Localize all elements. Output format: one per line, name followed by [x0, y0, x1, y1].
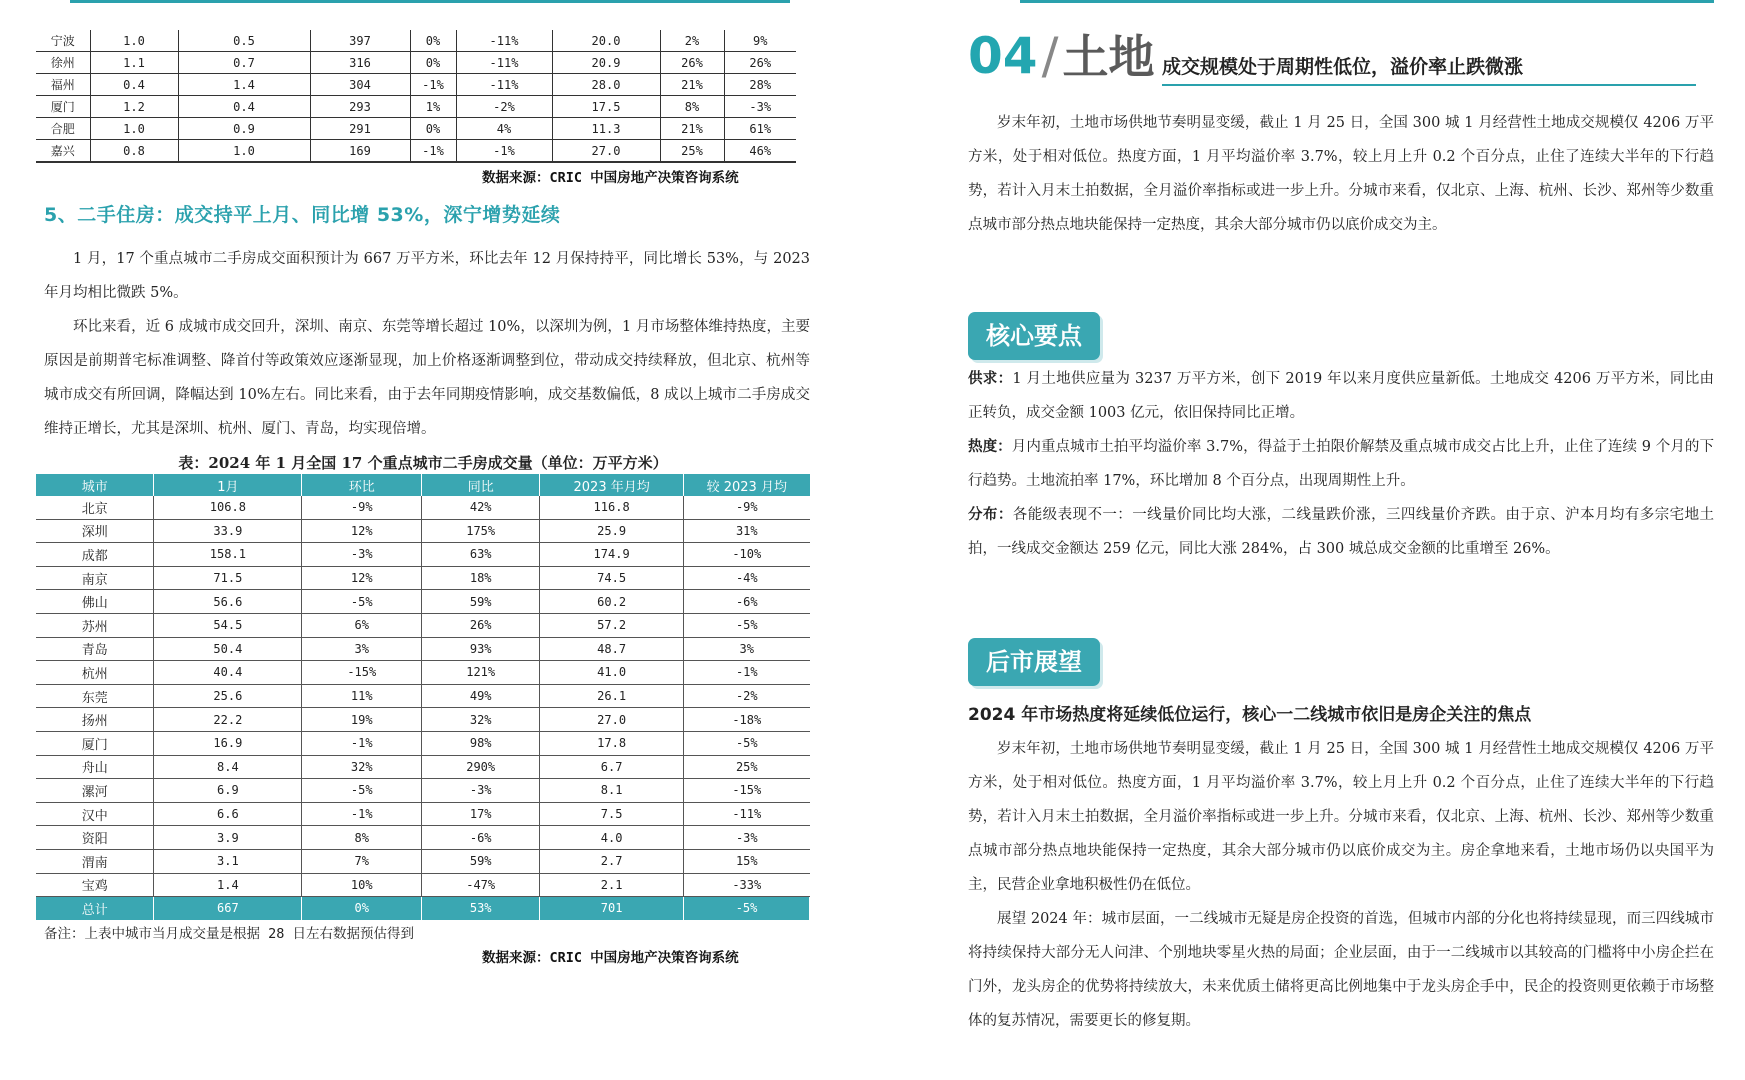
point-distribution — [968, 498, 1714, 566]
table-cell: 7% — [302, 849, 422, 873]
point-text: 月内重点城市土拍平均溢价率 3.7%，得益于土拍限价解禁及重点城市成交占比上升，止住了连续 9 个月的下行趋势。土地流拍率 17%，环比增加 8 个百分点，出现周期性上升。 — [968, 439, 1715, 489]
table-cell: -3% — [724, 96, 796, 118]
table-cell: 0% — [410, 30, 456, 52]
table-cell: 嘉兴 — [36, 140, 90, 163]
table-cell: -1% — [302, 731, 422, 755]
table-cell: 304 — [310, 74, 410, 96]
table-caption: 表：2024 年 1 月全国 17 个重点城市二手房成交量（单位：万平方米） — [178, 454, 668, 472]
table-cell: 3% — [302, 637, 422, 661]
table-cell: -1% — [456, 140, 552, 163]
table-cell: -2% — [456, 96, 552, 118]
table-cell: 54.5 — [154, 613, 302, 637]
table-cell: 56.6 — [154, 590, 302, 614]
table-cell: 316 — [310, 52, 410, 74]
table-cell: 合肥 — [36, 118, 90, 140]
column-header: 环比 — [302, 474, 422, 496]
table-row — [36, 52, 796, 74]
table-cell: 116.8 — [540, 496, 684, 519]
table-cell: -9% — [684, 496, 810, 519]
table-cell: 60.2 — [540, 590, 684, 614]
top-city-table — [36, 30, 796, 163]
table-cell: 59% — [422, 590, 540, 614]
table-cell: 青岛 — [36, 637, 154, 661]
table-cell: 漯河 — [36, 779, 154, 803]
table-cell: 厦门 — [36, 96, 90, 118]
total-cell: 667 — [154, 897, 302, 920]
chapter-subtitle: 成交规模处于周期性低位，溢价率止跌微涨 — [1162, 56, 1524, 78]
table-cell: 59% — [422, 849, 540, 873]
total-cell: 53% — [422, 897, 540, 920]
table-cell: -4% — [684, 566, 810, 590]
table-cell: -11% — [456, 30, 552, 52]
table-cell: 21% — [660, 74, 724, 96]
table-cell: 20.9 — [552, 52, 660, 74]
table-cell: 宝鸡 — [36, 873, 154, 897]
table-cell: 汉中 — [36, 802, 154, 826]
table-cell: -1% — [684, 661, 810, 685]
table-cell: 苏州 — [36, 613, 154, 637]
table-cell: -6% — [422, 826, 540, 850]
point-heat — [968, 430, 1714, 498]
table-cell: -6% — [684, 590, 810, 614]
table-cell: 26% — [660, 52, 724, 74]
table-cell: 290% — [422, 755, 540, 779]
column-header: 较 2023 月均 — [684, 474, 810, 496]
key-points — [968, 362, 1714, 566]
table-cell: 杭州 — [36, 661, 154, 685]
table-cell: 27.0 — [552, 140, 660, 163]
table-cell: 舟山 — [36, 755, 154, 779]
table-cell: 17.5 — [552, 96, 660, 118]
table-cell: 6.9 — [154, 779, 302, 803]
second-hand-table — [36, 474, 810, 920]
table-row — [36, 613, 810, 637]
paragraph: 岁末年初，土地市场供地节奏明显变缓，截止 1 月 25 日，全国 300 城 1 月经营性土地成交规模仅 4206 万平方米，处于相对低位。热度方面，1 月平均溢价率 3.7%，较上月上升 0.2 个百分点，止住了连续大半年的下行趋势，若计入月末土拍数据，全月溢价率指标或进一步上升。分城市来看，仅北京、上海、杭州、长沙、郑州等少数重点城市部分热点地块能保持一定热度，其余大部分城市仍以底价成交为主。房企拿地来看，土地市场仍以央国平为主，民营企业拿地积极性仍在低位。 — [968, 741, 1714, 893]
table-cell: 8% — [660, 96, 724, 118]
table-cell: 4.0 — [540, 826, 684, 850]
table-cell: -11% — [456, 52, 552, 74]
table-cell: -1% — [302, 802, 422, 826]
table-cell: -5% — [684, 731, 810, 755]
paragraph: 展望 2024 年：城市层面，一二线城市无疑是房企投资的首选，但城市内部的分化也将持续显现，而三四线城市将持续保持大部分无人问津、个别地块零星火热的局面；企业层面，由于一二线城市以其较高的门槛将中小房企拦在门外，龙头房企的优势将持续放大，未来优质土储将更高比例地集中于龙头房企手中，民企的投资则更依赖于市场整体的复苏情况，需要更长的修复期。 — [968, 911, 1714, 1029]
table-cell: 49% — [422, 684, 540, 708]
table-cell: 渭南 — [36, 849, 154, 873]
table-cell: 扬州 — [36, 708, 154, 732]
badge-outlook: 后市展望 — [968, 638, 1100, 686]
table-cell: -3% — [422, 779, 540, 803]
table-cell: 25.9 — [540, 519, 684, 543]
table-cell: 17.8 — [540, 731, 684, 755]
table-cell: 25% — [684, 755, 810, 779]
table-cell: -9% — [302, 496, 422, 519]
table-row — [36, 779, 810, 803]
total-cell: 0% — [302, 897, 422, 920]
table-cell: 6.6 — [154, 802, 302, 826]
table-cell: 26% — [724, 52, 796, 74]
table-cell: 0.7 — [178, 52, 310, 74]
total-cell: 701 — [540, 897, 684, 920]
table-row — [36, 661, 810, 685]
table-cell: 福州 — [36, 74, 90, 96]
table-cell: 0% — [410, 118, 456, 140]
table-cell: 50.4 — [154, 637, 302, 661]
paragraph: 1 月，17 个重点城市二手房成交面积预计为 667 万平方米，环比去年 12 月保持持平，同比增长 53%，与 2023 年月均相比微跌 5%。 — [44, 251, 810, 301]
table-cell: 7.5 — [540, 802, 684, 826]
table-cell: 厦门 — [36, 731, 154, 755]
table-cell: -2% — [684, 684, 810, 708]
table-cell: -15% — [684, 779, 810, 803]
column-header: 1月 — [154, 474, 302, 496]
table-cell: -1% — [410, 140, 456, 163]
total-row — [36, 897, 810, 920]
table-cell: 1% — [410, 96, 456, 118]
point-text: 各能级表现不一：一线量价同比均大涨，二线量跌价涨，三四线量价齐跌。由于京、沪本月均有多宗宅地土拍，一线成交金额达 259 亿元，同比大涨 284%，占 300 城总成交金额的比重增至 26%。 — [968, 507, 1715, 557]
table-row — [36, 849, 810, 873]
table-cell: 22.2 — [154, 708, 302, 732]
table-cell: 98% — [422, 731, 540, 755]
table-cell: -1% — [410, 74, 456, 96]
total-cell: 总计 — [36, 897, 154, 920]
table-cell: 15% — [684, 849, 810, 873]
table-cell: 93% — [422, 637, 540, 661]
table-cell: 3% — [684, 637, 810, 661]
table-cell: 20.0 — [552, 30, 660, 52]
table-cell: 3.1 — [154, 849, 302, 873]
table-cell: 169 — [310, 140, 410, 163]
table-row — [36, 543, 810, 567]
data-source-1: 数据来源：CRIC 中国房地产决策咨询系统 — [482, 170, 739, 186]
table-cell: 深圳 — [36, 519, 154, 543]
table-cell: 17% — [422, 802, 540, 826]
table-cell: 71.5 — [154, 566, 302, 590]
table-cell: 28% — [724, 74, 796, 96]
point-supply — [968, 362, 1714, 430]
table-row — [36, 708, 810, 732]
table-row — [36, 496, 810, 519]
section-body — [44, 242, 810, 446]
table-cell: 16.9 — [154, 731, 302, 755]
table-cell: 8% — [302, 826, 422, 850]
table-cell: 293 — [310, 96, 410, 118]
table-cell: -47% — [422, 873, 540, 897]
table-cell: 2.1 — [540, 873, 684, 897]
total-cell: -5% — [684, 897, 810, 920]
table-cell: 121% — [422, 661, 540, 685]
table-cell: 26.1 — [540, 684, 684, 708]
table-cell: 18% — [422, 566, 540, 590]
table-cell: 32% — [422, 708, 540, 732]
table-cell: 291 — [310, 118, 410, 140]
table-cell: 宁波 — [36, 30, 90, 52]
table-cell: 21% — [660, 118, 724, 140]
top-accent-line-left — [70, 0, 790, 3]
table-cell: 32% — [302, 755, 422, 779]
table-cell: 25.6 — [154, 684, 302, 708]
table-cell: 397 — [310, 30, 410, 52]
chapter-number: 04 — [968, 27, 1038, 85]
table-cell: 6% — [302, 613, 422, 637]
table-row — [36, 30, 796, 52]
table-cell: 48.7 — [540, 637, 684, 661]
table-row — [36, 590, 810, 614]
table-cell: 1.4 — [178, 74, 310, 96]
table-row — [36, 755, 810, 779]
table-cell: 46% — [724, 140, 796, 163]
table-cell: 0.4 — [178, 96, 310, 118]
table-note: 备注：上表中城市当月成交量是根据 28 日左右数据预估得到 — [44, 926, 415, 942]
table-row — [36, 140, 796, 163]
intro-paragraph — [968, 106, 1714, 242]
table-cell: 41.0 — [540, 661, 684, 685]
table-cell: 3.9 — [154, 826, 302, 850]
table-cell: 28.0 — [552, 74, 660, 96]
table-cell: 0.8 — [90, 140, 178, 163]
table-cell: 8.4 — [154, 755, 302, 779]
table-cell: -3% — [684, 826, 810, 850]
table-cell: 0.5 — [178, 30, 310, 52]
table-row — [36, 873, 810, 897]
table-cell: -11% — [456, 74, 552, 96]
table-cell: 0% — [410, 52, 456, 74]
point-text: 1 月土地供应量为 3237 万平方米，创下 2019 年以来月度供应量新低。土地成交 4206 万平方米，同比由正转负，成交金额 1003 亿元，依旧保持同比正增。 — [968, 371, 1714, 421]
table-cell: 0.9 — [178, 118, 310, 140]
table-row — [36, 731, 810, 755]
table-cell: 1.0 — [90, 30, 178, 52]
point-label: 热度： — [968, 438, 1012, 455]
table-cell: 4% — [456, 118, 552, 140]
point-label: 分布： — [968, 506, 1013, 523]
table-cell: 12% — [302, 566, 422, 590]
paragraph: 环比来看，近 6 成城市成交回升，深圳、南京、东莞等增长超过 10%，以深圳为例，1 月市场整体维持热度，主要原因是前期普宅标准调整、降首付等政策效应逐渐显现，加上价格逐渐调整到位，带动成交持续释放，但北京、杭州等城市成交有所回调，降幅达到 10%左右。同比来看，由于去年同期疫情影响，成交基数偏低，8 成以上城市二手房成交维持正增长，尤其是深圳、杭州、厦门、青岛，均实现倍增。 — [44, 319, 810, 437]
table-cell: -3% — [302, 543, 422, 567]
table-row — [36, 684, 810, 708]
table-cell: -15% — [302, 661, 422, 685]
table-cell: 19% — [302, 708, 422, 732]
table-cell: 北京 — [36, 496, 154, 519]
table-cell: 东莞 — [36, 684, 154, 708]
table-cell: -11% — [684, 802, 810, 826]
table-cell: 174.9 — [540, 543, 684, 567]
column-header: 同比 — [422, 474, 540, 496]
table-cell: 61% — [724, 118, 796, 140]
table-row — [36, 566, 810, 590]
table-cell: 33.9 — [154, 519, 302, 543]
table-cell: 40.4 — [154, 661, 302, 685]
table-cell: 74.5 — [540, 566, 684, 590]
table-cell: 11% — [302, 684, 422, 708]
table-row — [36, 74, 796, 96]
table-cell: 31% — [684, 519, 810, 543]
chapter-header — [968, 26, 1154, 88]
table-cell: 2.7 — [540, 849, 684, 873]
table-row — [36, 96, 796, 118]
top-accent-line-right — [1020, 0, 1714, 3]
table-cell: 27.0 — [540, 708, 684, 732]
table-cell: 11.3 — [552, 118, 660, 140]
table-cell: 0.4 — [90, 74, 178, 96]
chapter-name: 土地 — [1062, 30, 1155, 84]
table-cell: 106.8 — [154, 496, 302, 519]
table-cell: -18% — [684, 708, 810, 732]
table-cell: 6.7 — [540, 755, 684, 779]
table-cell: 175% — [422, 519, 540, 543]
table-cell: 63% — [422, 543, 540, 567]
table-cell: 南京 — [36, 566, 154, 590]
table-cell: 成都 — [36, 543, 154, 567]
table-cell: 1.4 — [154, 873, 302, 897]
table-cell: 9% — [724, 30, 796, 52]
paragraph: 岁末年初，土地市场供地节奏明显变缓，截止 1 月 25 日，全国 300 城 1 月经营性土地成交规模仅 4206 万平方米，处于相对低位。热度方面，1 月平均溢价率 3.7%，较上月上升 0.2 个百分点，止住了连续大半年的下行趋势，若计入月末土拍数据，全月溢价率指标或进一步上升。分城市来看，仅北京、上海、杭州、长沙、郑州等少数重点城市部分热点地块能保持一定热度，其余大部分城市仍以底价成交为主。 — [968, 115, 1714, 233]
table-cell: 25% — [660, 140, 724, 163]
table-row — [36, 802, 810, 826]
table-cell: 8.1 — [540, 779, 684, 803]
column-header: 2023 年月均 — [540, 474, 684, 496]
table-cell: 1.0 — [90, 118, 178, 140]
table-row — [36, 637, 810, 661]
table-cell: 42% — [422, 496, 540, 519]
outlook-body — [968, 732, 1714, 1038]
table-row — [36, 826, 810, 850]
point-label: 供求： — [968, 370, 1013, 387]
table-cell: 1.2 — [90, 96, 178, 118]
outlook-title: 2024 年市场热度将延续低位运行，核心一二线城市依旧是房企关注的焦点 — [968, 705, 1532, 725]
table-cell: -10% — [684, 543, 810, 567]
table-cell: 26% — [422, 613, 540, 637]
table-cell: -5% — [302, 779, 422, 803]
table-row — [36, 519, 810, 543]
table-cell: 1.0 — [178, 140, 310, 163]
table-row — [36, 118, 796, 140]
table-cell: 徐州 — [36, 52, 90, 74]
chapter-slash: / — [1041, 27, 1059, 85]
table-cell: -5% — [302, 590, 422, 614]
chapter-underline — [1162, 84, 1696, 86]
table-cell: 10% — [302, 873, 422, 897]
table-cell: 57.2 — [540, 613, 684, 637]
table-cell: -33% — [684, 873, 810, 897]
data-source-2: 数据来源：CRIC 中国房地产决策咨询系统 — [482, 950, 739, 966]
section-title: 5、二手住房：成交持平上月、同比增 53%，深宁增势延续 — [44, 204, 561, 226]
table-cell: -5% — [684, 613, 810, 637]
column-header: 城市 — [36, 474, 154, 496]
table-cell: 佛山 — [36, 590, 154, 614]
table-cell: 12% — [302, 519, 422, 543]
table-cell: 158.1 — [154, 543, 302, 567]
table-cell: 1.1 — [90, 52, 178, 74]
table-cell: 资阳 — [36, 826, 154, 850]
table-cell: 2% — [660, 30, 724, 52]
badge-key-points: 核心要点 — [968, 312, 1100, 360]
